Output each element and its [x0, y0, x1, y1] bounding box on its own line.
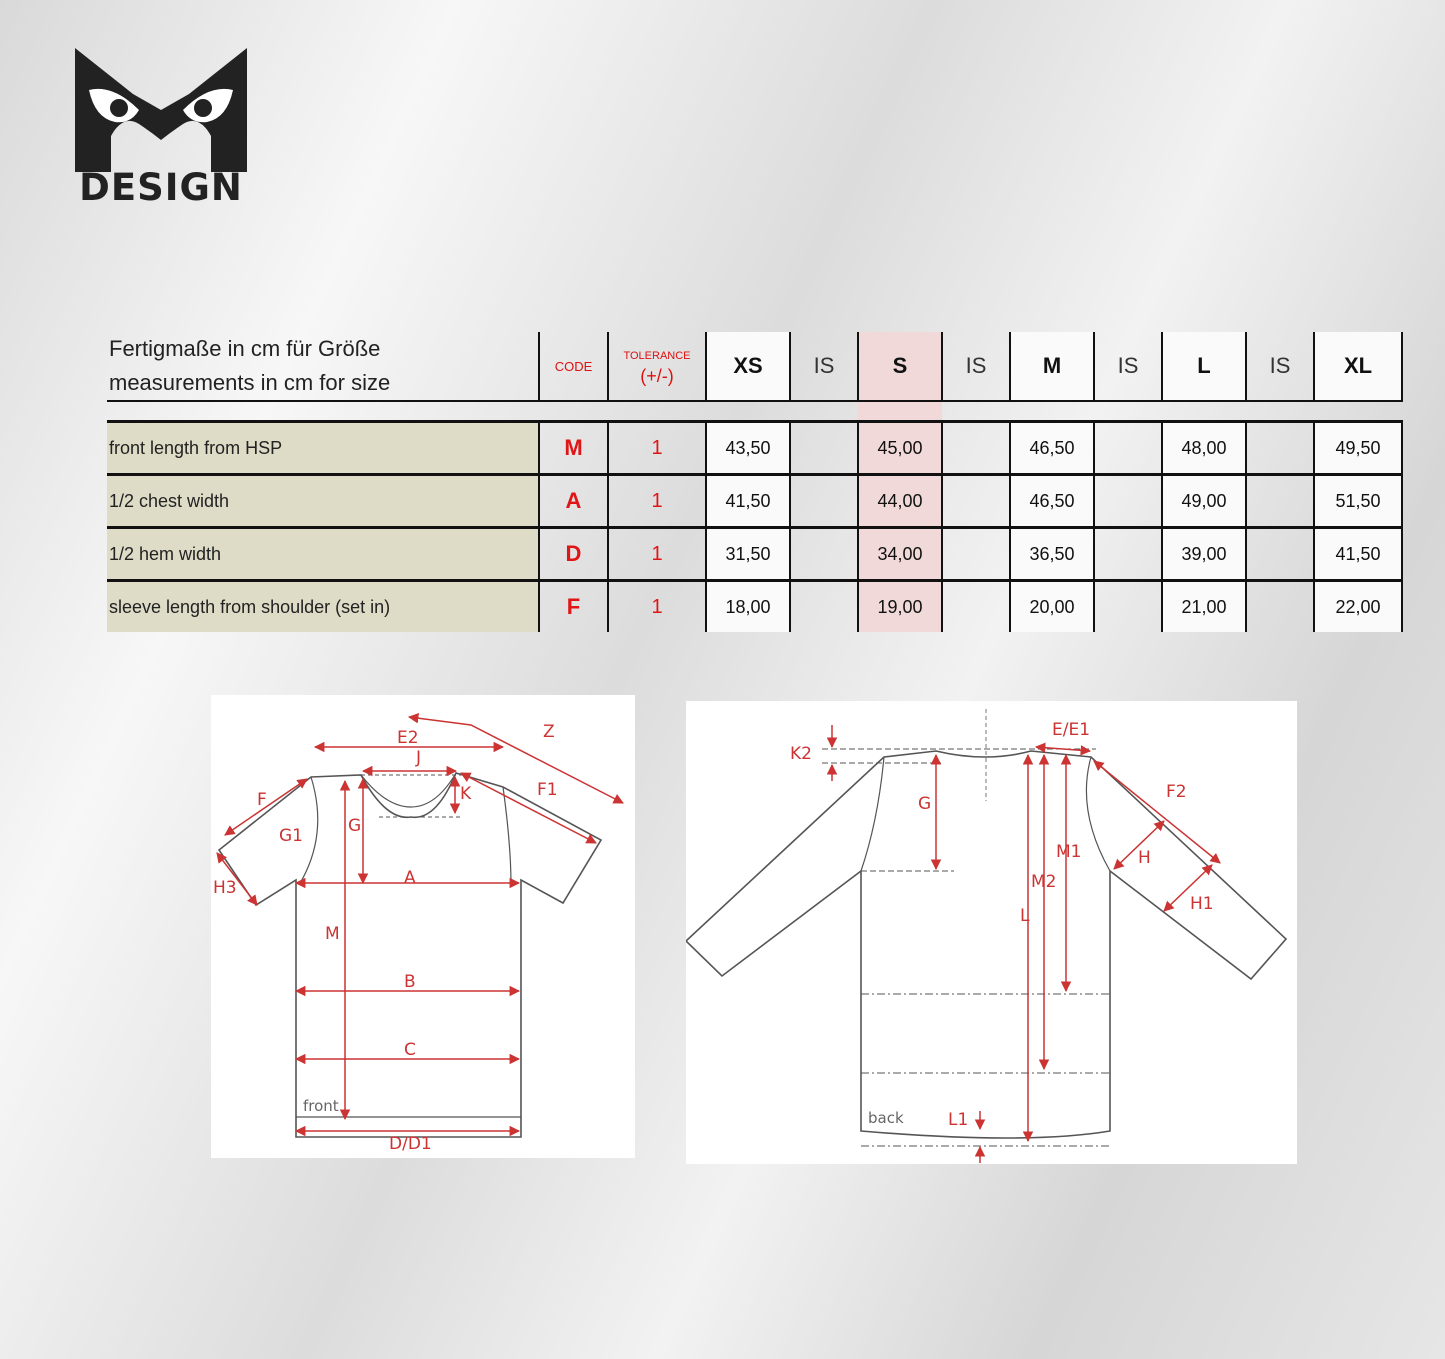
is-cell [942, 422, 1010, 475]
label-g: G [348, 816, 362, 836]
table-row [107, 528, 1402, 581]
size-header-l: L [1162, 332, 1246, 401]
row-label: 1/2 chest width [107, 475, 539, 528]
label-m1: M1 [1056, 842, 1082, 862]
is-cell [790, 581, 858, 633]
table-title [107, 332, 539, 401]
label-g: G [918, 794, 932, 814]
value-xl: 49,50 [1314, 422, 1402, 475]
row-label: 1/2 hem width [107, 528, 539, 581]
label-l1: L1 [948, 1110, 969, 1130]
label-e2: E2 [397, 728, 419, 748]
size-header-s: S [858, 332, 942, 401]
is-cell [942, 581, 1010, 633]
label-l: L [1020, 906, 1030, 926]
is-cell [790, 422, 858, 475]
label-a: A [404, 868, 416, 888]
table-header-row [107, 332, 1402, 401]
label-c: C [404, 1040, 416, 1060]
label-h: H [1138, 848, 1151, 868]
is-cell [1094, 422, 1162, 475]
label-k: K [460, 784, 472, 804]
value-l: 48,00 [1162, 422, 1246, 475]
is-cell [790, 475, 858, 528]
front-measurement-diagram [211, 695, 635, 1158]
value-m: 36,50 [1010, 528, 1094, 581]
title-english: measurements in cm for size [109, 370, 391, 395]
longsleeve-back-drawing [686, 701, 1297, 1164]
value-xs: 18,00 [706, 581, 790, 633]
row-label: front length from HSP [107, 422, 539, 475]
tolerance-label: TOLERANCE [623, 350, 691, 362]
is-cell [942, 528, 1010, 581]
value-m: 20,00 [1010, 581, 1094, 633]
row-tolerance: 1 [608, 581, 706, 633]
label-f: F [257, 790, 267, 810]
is-cell [1246, 581, 1314, 633]
is-header: IS [1246, 332, 1314, 401]
label-k2: K2 [790, 744, 812, 764]
row-label: sleeve length from shoulder (set in) [107, 581, 539, 633]
row-code: M [539, 422, 608, 475]
row-code: D [539, 528, 608, 581]
tshirt-front-drawing [211, 695, 635, 1158]
value-xs: 41,50 [706, 475, 790, 528]
label-f1: F1 [537, 780, 558, 800]
row-tolerance: 1 [608, 528, 706, 581]
value-s: 45,00 [858, 422, 942, 475]
label-e-e1: E/E1 [1052, 720, 1091, 740]
row-tolerance: 1 [608, 475, 706, 528]
table-row [107, 422, 1402, 475]
value-l: 21,00 [1162, 581, 1246, 633]
value-xl: 22,00 [1314, 581, 1402, 633]
value-xs: 31,50 [706, 528, 790, 581]
is-cell [942, 475, 1010, 528]
label-j: J [416, 748, 422, 768]
label-h3: H3 [213, 878, 237, 898]
value-s: 34,00 [858, 528, 942, 581]
caption-back: back [868, 1109, 904, 1127]
is-cell [1094, 528, 1162, 581]
title-german: Fertigmaße in cm für Größe [109, 336, 381, 361]
value-l: 39,00 [1162, 528, 1246, 581]
row-tolerance: 1 [608, 422, 706, 475]
is-header: IS [942, 332, 1010, 401]
size-chart-table [107, 332, 1403, 632]
tolerance-sub-label: (+/-) [640, 366, 674, 386]
label-m: M [325, 924, 340, 944]
label-d-d1: D/D1 [389, 1134, 432, 1154]
label-z: Z [543, 722, 555, 742]
value-xl: 41,50 [1314, 528, 1402, 581]
value-xl: 51,50 [1314, 475, 1402, 528]
value-s: 44,00 [858, 475, 942, 528]
is-header: IS [790, 332, 858, 401]
value-m: 46,50 [1010, 422, 1094, 475]
logo-wordmark: DESIGN [79, 166, 243, 209]
table-row [107, 475, 1402, 528]
label-g1: G1 [279, 826, 303, 846]
value-xs: 43,50 [706, 422, 790, 475]
size-header-xl: XL [1314, 332, 1402, 401]
is-cell [1094, 581, 1162, 633]
back-measurement-diagram [686, 701, 1297, 1164]
size-header-xs: XS [706, 332, 790, 401]
size-header-m: M [1010, 332, 1094, 401]
label-f2: F2 [1166, 782, 1187, 802]
label-m2: M2 [1031, 872, 1057, 892]
is-cell [1246, 422, 1314, 475]
tolerance-header [608, 332, 706, 401]
value-m: 46,50 [1010, 475, 1094, 528]
value-l: 49,00 [1162, 475, 1246, 528]
code-header: CODE [539, 332, 608, 401]
table-row [107, 581, 1402, 633]
is-cell [790, 528, 858, 581]
caption-front: front [303, 1097, 339, 1115]
is-cell [1246, 475, 1314, 528]
is-cell [1246, 528, 1314, 581]
label-h1: H1 [1190, 894, 1214, 914]
table-header-gap [107, 401, 1402, 422]
row-code: A [539, 475, 608, 528]
value-s: 19,00 [858, 581, 942, 633]
label-b: B [404, 972, 416, 992]
is-cell [1094, 475, 1162, 528]
row-code: F [539, 581, 608, 633]
is-header: IS [1094, 332, 1162, 401]
